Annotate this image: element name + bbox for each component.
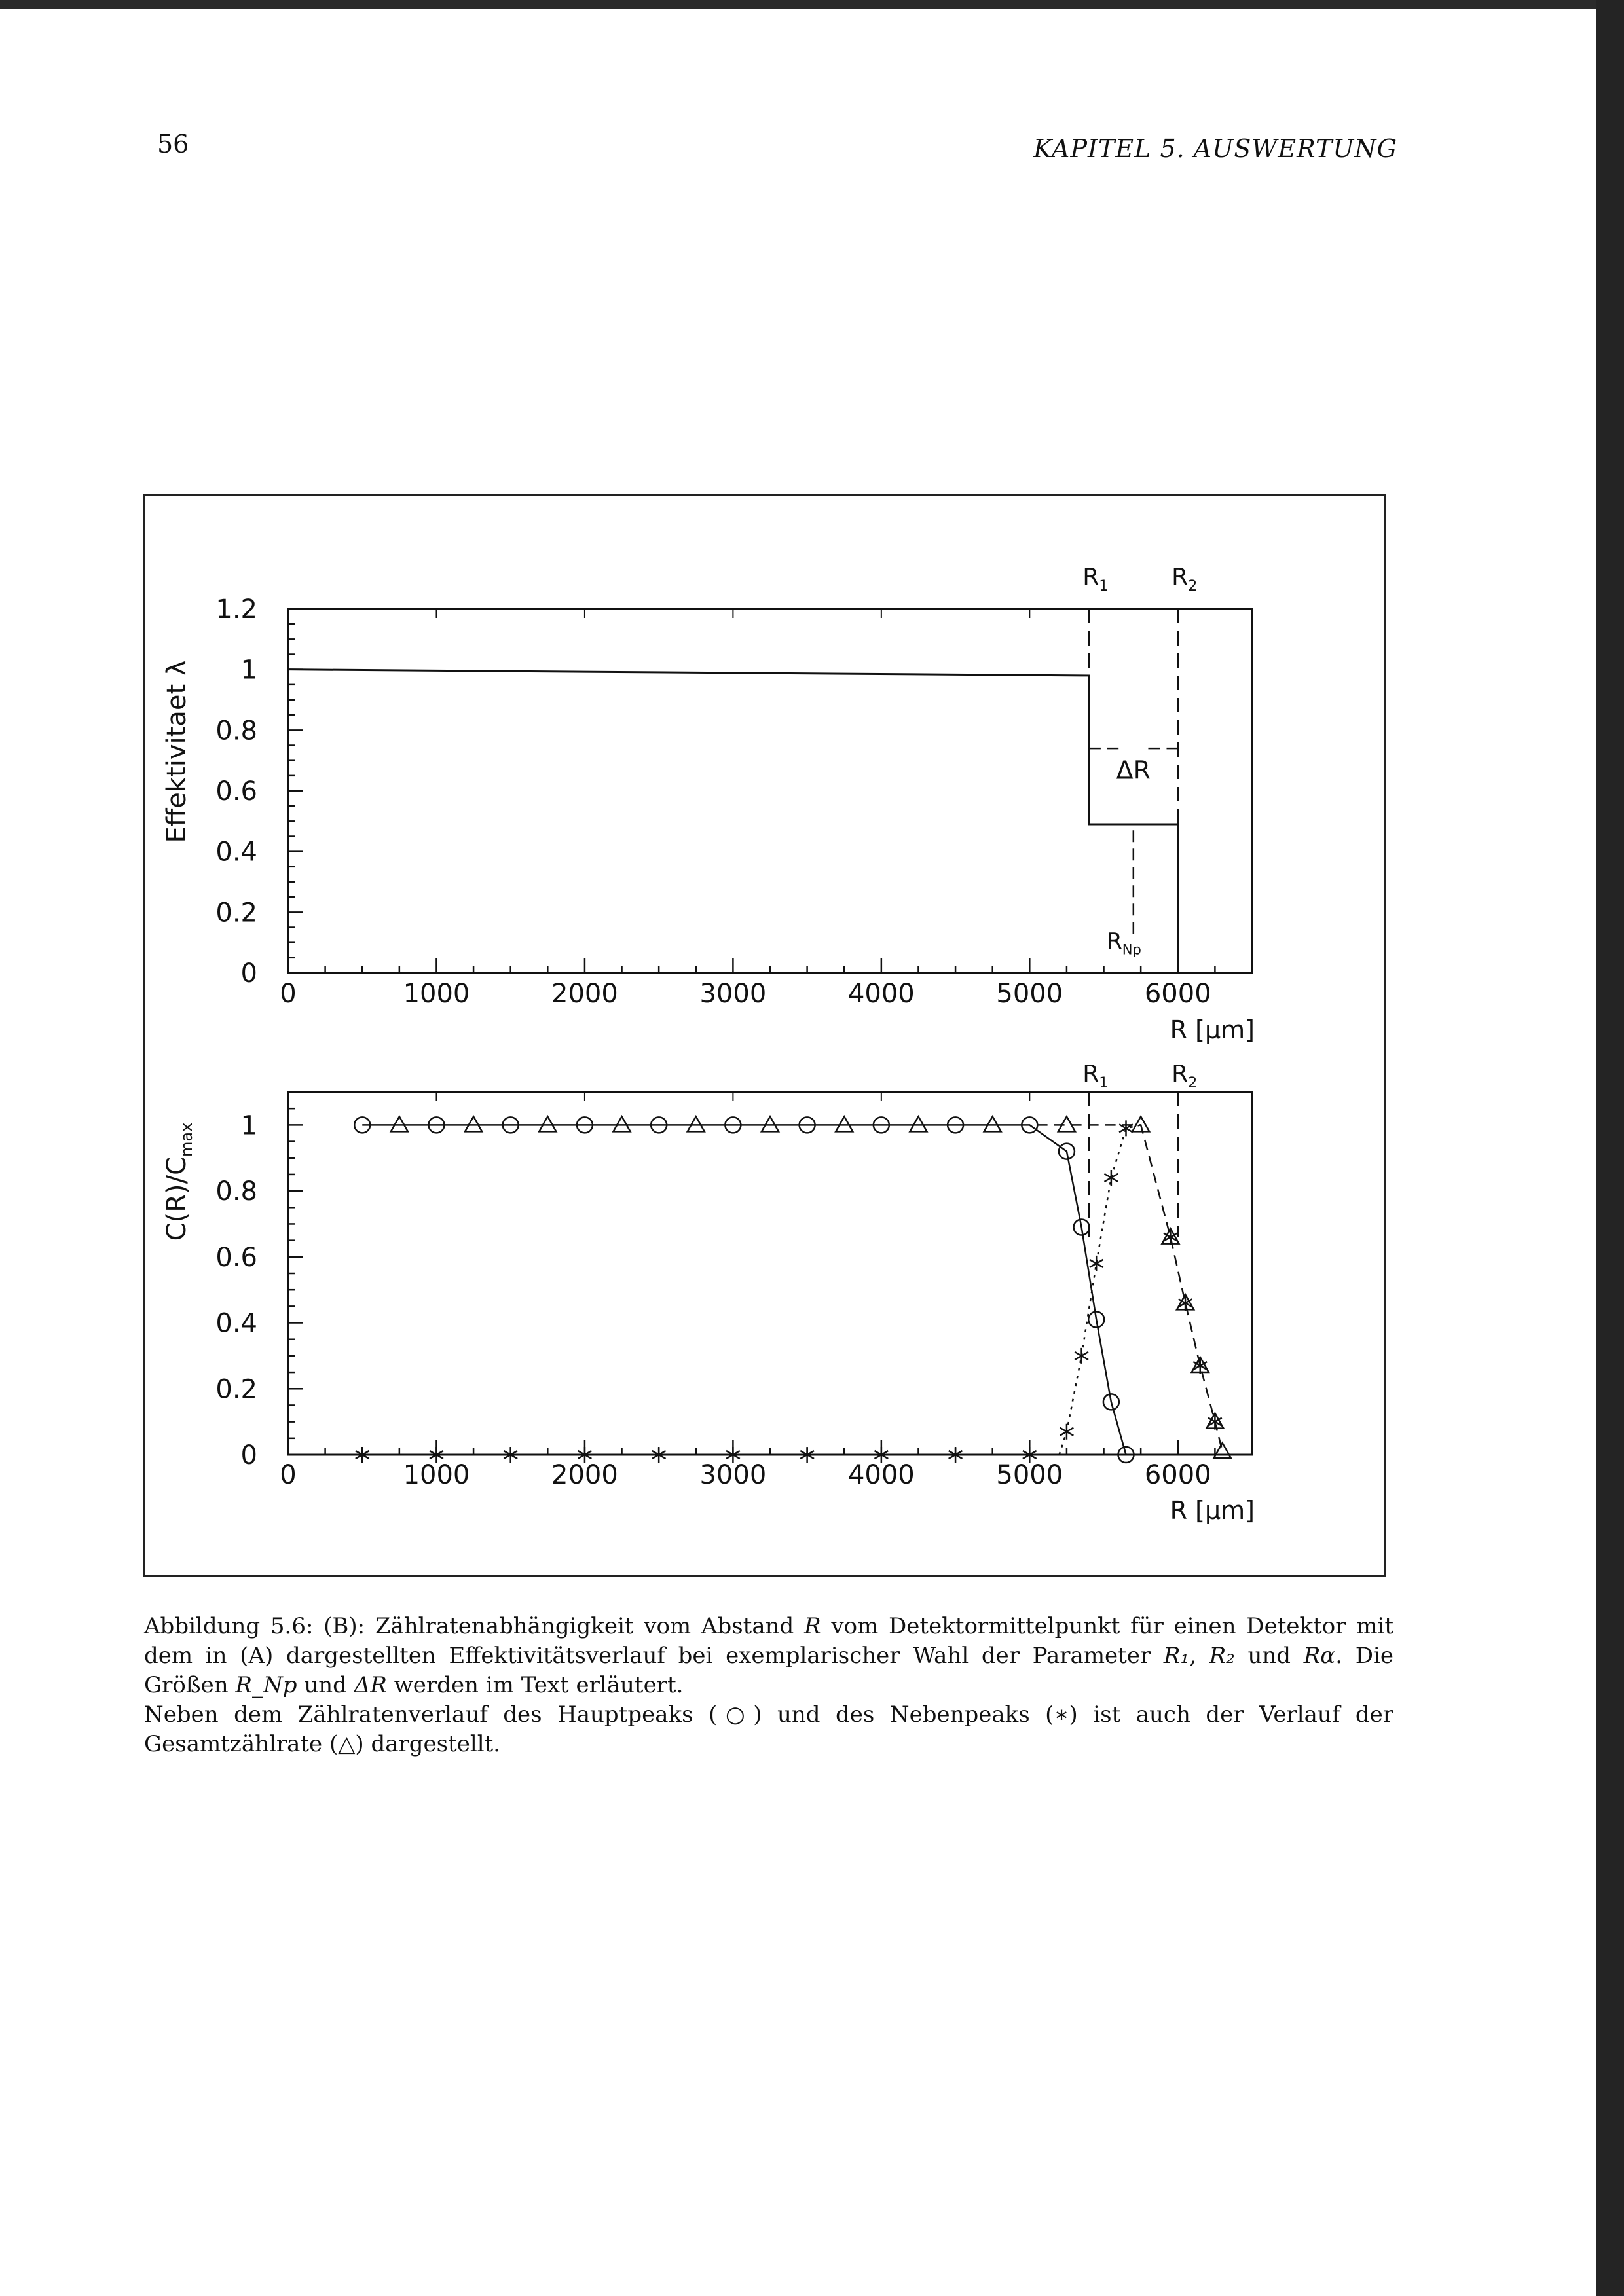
nebenpeak-point (1090, 1256, 1103, 1271)
x-tick-label: 1000 (403, 1460, 470, 1490)
x-tick-label: 0 (280, 979, 297, 1009)
y-tick-label: 0 (240, 958, 257, 989)
y-tick-label: 0.8 (215, 1176, 257, 1207)
x-tick-label: 4000 (847, 1460, 915, 1490)
nebenpeak-point (1104, 1170, 1118, 1186)
y-tick-label: 0.4 (215, 1308, 257, 1339)
x-tick-label: 6000 (1144, 1460, 1211, 1490)
marker-label-r2: $R_2$ (1172, 564, 1198, 594)
x-tick-label: 3000 (699, 1460, 767, 1490)
x-tick-label: 4000 (847, 979, 915, 1009)
gesamt-point (910, 1116, 927, 1131)
x-tick-label: 2000 (551, 979, 618, 1009)
y-axis-label: $C(R)/C_{max}$ (162, 1122, 196, 1241)
gesamt-point (1058, 1116, 1075, 1131)
gesamt-point (465, 1116, 482, 1131)
marker-label-r1: $R_1$ (1082, 1061, 1109, 1091)
y-tick-label: 0 (240, 1440, 257, 1470)
x-tick-label: 6000 (1144, 979, 1211, 1009)
caption-paragraph-2: Neben dem Zählratenverlauf des Hauptpeaks (○) und des Nebenpeaks (∗) ist auch der Verlauf der Gesamtzählrate (△) dargestellt. (144, 1702, 1393, 1757)
nebenpeak-point (1060, 1424, 1074, 1440)
plot-frame-B (288, 1092, 1252, 1455)
gesamt-point (984, 1116, 1001, 1131)
y-tick-label: 1 (240, 1110, 257, 1141)
marker-label-r2: $R_2$ (1172, 1061, 1198, 1091)
marker-label-r1: $R_1$ (1082, 564, 1109, 594)
y-tick-label: 0.2 (215, 898, 257, 928)
y-tick-label: 1.2 (215, 594, 257, 625)
x-tick-label: 1000 (403, 979, 470, 1009)
efficiency-curve (288, 670, 1178, 973)
figure-caption (144, 1612, 1393, 1759)
gesamt-point (539, 1116, 556, 1131)
gesamt-point (688, 1116, 705, 1131)
hauptpeak-line (362, 1125, 1126, 1455)
y-tick-label: 1 (240, 655, 257, 685)
plot-frame-A (288, 609, 1252, 973)
y-axis-label: Effektivitaet λ (162, 660, 192, 843)
running-head: KAPITEL 5. AUSWERTUNG (1033, 134, 1397, 163)
nebenpeak-point (1119, 1120, 1133, 1136)
gesamt-point (836, 1116, 853, 1131)
y-tick-label: 0.4 (215, 837, 257, 867)
x-axis-label: R [μm] (1170, 1015, 1255, 1044)
x-tick-label: 0 (280, 1460, 297, 1490)
gesamt-point (762, 1116, 779, 1131)
caption-paragraph-1: Abbildung 5.6: (B): Zählratenabhängigkeit vom Abstand R vom Detektormittelpunkt für einen Detektor mit dem in (A) dargestellten Effektivitätsverlauf bei exemplarischer Wahl der Parameter R₁, R₂ und Rα. Die Größen R_Np und ΔR werden im Text erläutert. (144, 1613, 1393, 1698)
x-axis-label: R [μm] (1170, 1496, 1255, 1525)
y-tick-label: 0.8 (215, 716, 257, 746)
delta-r-label: ΔR (1116, 756, 1151, 785)
x-tick-label: 5000 (996, 1460, 1063, 1490)
x-tick-label: 5000 (996, 979, 1063, 1009)
page-number: 56 (157, 130, 189, 158)
gesamt-line (1037, 1125, 1223, 1451)
gesamt-point (1132, 1116, 1149, 1131)
x-tick-label: 2000 (551, 1460, 618, 1490)
y-tick-label: 0.2 (215, 1374, 257, 1405)
marker-label-rnp: $R_{Np}$ (1107, 928, 1141, 958)
y-tick-label: 0.6 (215, 1242, 257, 1273)
nebenpeak-point (1075, 1348, 1088, 1364)
gesamt-point (614, 1116, 631, 1131)
gesamt-point (391, 1116, 408, 1131)
y-tick-label: 0.6 (215, 776, 257, 807)
x-tick-label: 3000 (699, 979, 767, 1009)
gesamt-point (1214, 1443, 1231, 1458)
